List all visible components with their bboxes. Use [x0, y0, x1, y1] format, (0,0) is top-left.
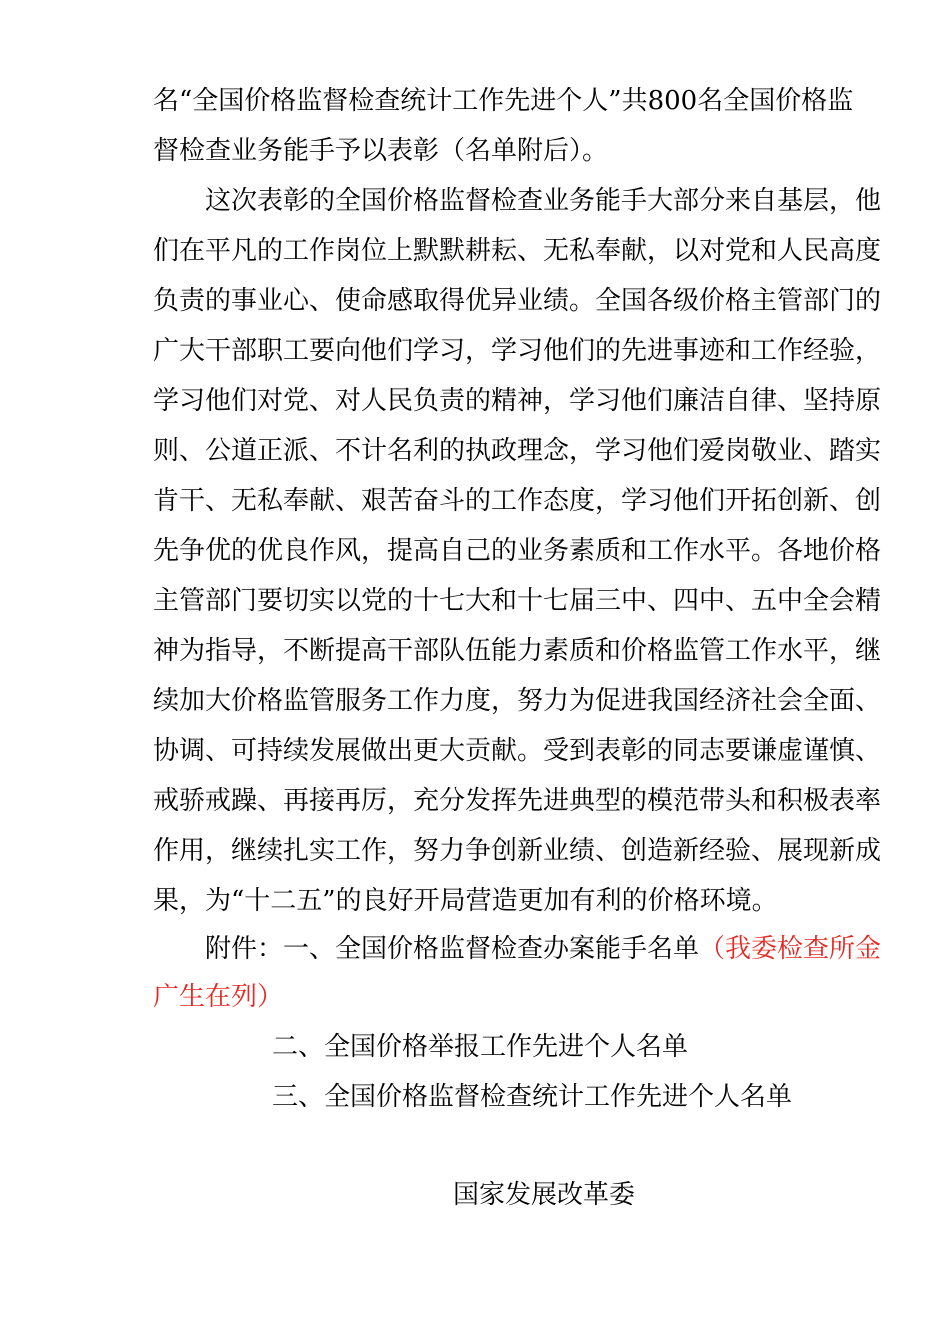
attachment-note-continued: 广生在列）: [153, 982, 284, 1012]
body-line-7: 学习他们对党、对人民负责的精神，学习他们廉洁自律、坚持原: [153, 386, 882, 416]
body-line-12: 神为指导，不断提高干部队伍能力素质和价格监管工作水平，继: [153, 636, 882, 666]
body-line-17: 果，为“十二五”的良好开局营造更加有利的价格环境。: [153, 886, 778, 916]
body-line-1: 名“全国价格监督检查统计工作先进个人”共800名全国价格监: [153, 86, 854, 116]
body-line-8: 则、公道正派、不计名利的执政理念，学习他们爱岗敬业、踏实: [153, 436, 882, 466]
body-line-15: 戒骄戒躁、再接再厉，充分发挥先进典型的模范带头和积极表率: [153, 786, 882, 816]
signature-organization: 国家发展改革委: [453, 1180, 636, 1210]
body-line-9: 肯干、无私奉献、艰苦奋斗的工作态度，学习他们开拓创新、创: [153, 486, 882, 516]
body-line-4: 们在平凡的工作岗位上默默耕耘、无私奉献，以对党和人民高度: [153, 236, 882, 266]
attachment-note: （我委检查所金: [699, 934, 882, 964]
attachment-line-3: 三、全国价格监督检查统计工作先进个人名单: [272, 1082, 793, 1112]
body-line-3: 这次表彰的全国价格监督检查业务能手大部分来自基层，他: [205, 186, 882, 216]
body-line-6: 广大干部职工要向他们学习，学习他们的先进事迹和工作经验，: [153, 336, 882, 366]
body-line-11: 主管部门要切实以党的十七大和十七届三中、四中、五中全会精: [153, 586, 882, 616]
attachment-line-1: [205, 924, 882, 974]
body-line-10: 先争优的优良作风，提高自己的业务素质和工作水平。各地价格: [153, 536, 882, 566]
body-line-5: 负责的事业心、使命感取得优异业绩。全国各级价格主管部门的: [153, 286, 882, 316]
body-line-2: 督检查业务能手予以表彰（名单附后）。: [153, 136, 609, 166]
attachment-line-2: 二、全国价格举报工作先进个人名单: [272, 1032, 689, 1062]
attachment-first-text: 附件：一、全国价格监督检查办案能手名单: [205, 934, 700, 964]
body-line-14: 协调、可持续发展做出更大贡献。受到表彰的同志要谦虚谨慎、: [153, 736, 882, 766]
body-line-16: 作用，继续扎实工作，努力争创新业绩、创造新经验、展现新成: [153, 836, 882, 866]
body-line-13: 续加大价格监管服务工作力度，努力为促进我国经济社会全面、: [153, 686, 882, 716]
